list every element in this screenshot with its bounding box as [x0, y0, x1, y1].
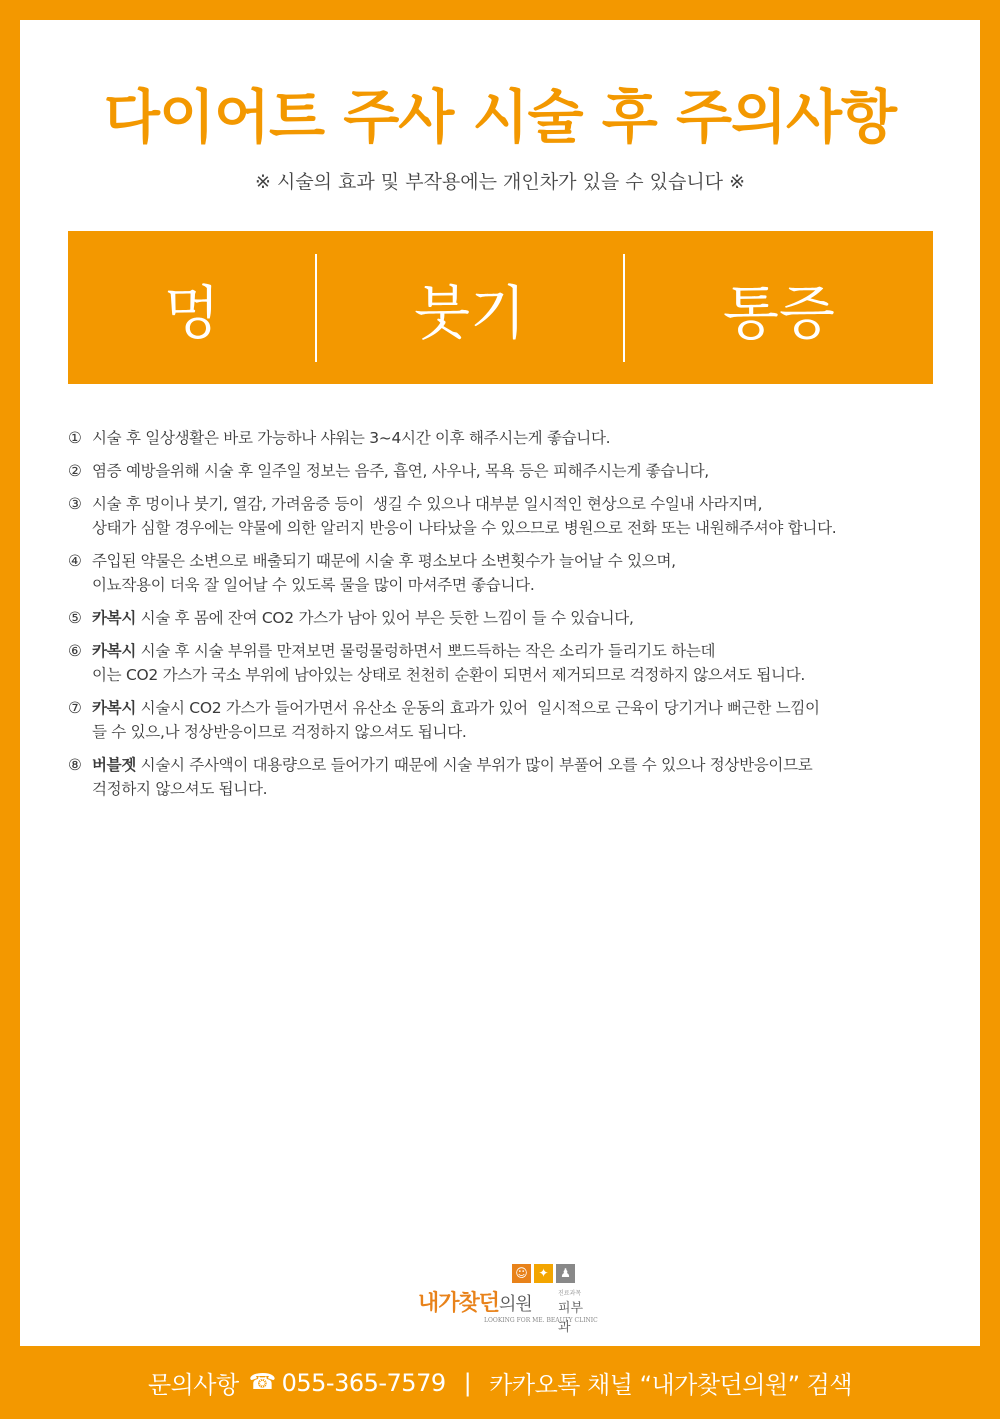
- clinic-logo: [418, 1264, 598, 1335]
- logo-department: 진료과목 피부과: [558, 1290, 584, 1335]
- item-number: ④: [68, 552, 82, 570]
- line-text: 이뇨작용이 더욱 잘 일어날 수 있도록 물을 많이 마셔주면 좋습니다.: [92, 576, 535, 594]
- kakao-channel-text: 카카오톡 채널 “내가찾던의원” 검색: [489, 1371, 853, 1399]
- treatment-name: 카복시: [92, 609, 137, 627]
- list-item: [68, 459, 948, 483]
- symptom-banner: [68, 231, 933, 384]
- line-text: 걱정하지 않으셔도 됩니다.: [92, 780, 268, 798]
- line-text: 시술 후 시술 부위를 만져보면 물렁물렁하면서 뽀드득하는 작은 소리가 들리기도 하는데: [136, 642, 716, 660]
- item-text: [92, 639, 948, 687]
- line-text: 상태가 심할 경우에는 약물에 의한 알러지 반응이 나타났을 수 있으므로 병원으로 전화 또는 내원해주셔야 합니다.: [92, 519, 837, 537]
- item-text: [92, 492, 948, 540]
- line-text: 들 수 있으,나 정상반응이므로 걱정하지 않으셔도 됩니다.: [92, 723, 467, 741]
- banner-item-swelling: 붓기: [414, 278, 527, 347]
- banner-item-pain: 통증: [722, 278, 835, 347]
- footer-divider: |: [463, 1368, 472, 1397]
- item-number: ⑥: [68, 642, 82, 660]
- item-number: ③: [68, 495, 82, 513]
- item-text: [92, 426, 948, 450]
- logo-mark: [512, 1264, 575, 1283]
- line-text: 시술시 주사액이 대용량으로 들어가기 때문에 시술 부위가 많이 부풀어 오를 수 있으나 정상반응이므로: [136, 756, 813, 774]
- page-title: 다이어트 주사 시술 후 주의사항: [103, 83, 897, 151]
- line-text: 시술 후 멍이나 붓기, 열감, 가려움증 등이 생길 수 있으나 대부분 일시적인 현상으로 수일내 사라지며,: [92, 495, 763, 513]
- list-item: [68, 426, 948, 450]
- line-text: 시술시 CO2 가스가 들어가면서 유산소 운동의 효과가 있어 일시적으로 근육이 당기거나 뻐근한 느낌이: [136, 699, 820, 717]
- item-line: [92, 573, 948, 597]
- item-number: ⑤: [68, 609, 82, 627]
- line-text: 염증 예방을위해 시술 후 일주일 정보는 음주, 흡연, 사우나, 목욕 등은 피해주시는게 좋습니다,: [92, 462, 709, 480]
- item-text: [92, 459, 948, 483]
- logo-figure-icon: ✦: [534, 1264, 553, 1283]
- item-line: [92, 663, 948, 687]
- list-item: [68, 492, 948, 540]
- list-item: [68, 753, 948, 801]
- item-text: [92, 606, 948, 630]
- item-line: [92, 549, 948, 573]
- item-number: ⑧: [68, 756, 82, 774]
- line-text: 시술 후 일상생활은 바로 가능하나 샤워는 3~4시간 이후 해주시는게 좋습니다.: [92, 429, 611, 447]
- item-number: ⑦: [68, 699, 82, 717]
- line-text: 이는 CO2 가스가 국소 부위에 남아있는 상태로 천천히 순환이 되면서 제거되므로 걱정하지 않으셔도 됩니다.: [92, 666, 806, 684]
- item-line: [92, 606, 948, 630]
- list-item: [68, 639, 948, 687]
- item-text: [92, 549, 948, 597]
- item-line: [92, 696, 948, 720]
- item-number: ①: [68, 429, 82, 447]
- treatment-name: 카복시: [92, 699, 137, 717]
- item-text: [92, 753, 948, 801]
- precaution-list: [68, 426, 948, 810]
- contact-footer: [0, 1346, 1000, 1419]
- item-line: [92, 492, 948, 516]
- list-item: [68, 606, 948, 630]
- line-text: 주입된 약물은 소변으로 배출되기 때문에 시술 후 평소보다 소변횟수가 늘어날 수 있으며,: [92, 552, 676, 570]
- inquiry-label: 문의사항: [147, 1371, 239, 1399]
- item-line: [92, 639, 948, 663]
- item-line: [92, 516, 948, 540]
- logo-name: 내가찾던의원: [418, 1291, 532, 1316]
- line-text: 시술 후 몸에 잔여 CO2 가스가 남아 있어 부은 듯한 느낌이 들 수 있습니다,: [136, 609, 634, 627]
- telephone-icon: ☎: [248, 1370, 276, 1395]
- item-line: [92, 777, 948, 801]
- item-text: [92, 696, 948, 744]
- logo-tagline: LOOKING FOR ME. BEAUTY CLINIC: [484, 1317, 598, 1324]
- list-item: [68, 696, 948, 744]
- logo-body-icon: ♟: [556, 1264, 575, 1283]
- disclaimer-text: ※ 시술의 효과 및 부작용에는 개인차가 있을 수 있습니다 ※: [255, 171, 745, 193]
- phone-number: 055-365-7579: [281, 1368, 446, 1397]
- list-item: [68, 549, 948, 597]
- item-number: ②: [68, 462, 82, 480]
- banner-item-bruise: 멍: [163, 278, 220, 347]
- treatment-name: 카복시: [92, 642, 137, 660]
- item-line: [92, 753, 948, 777]
- item-line: [92, 426, 948, 450]
- logo-face-icon: ☺: [512, 1264, 531, 1283]
- item-line: [92, 459, 948, 483]
- notice-sheet: [20, 20, 980, 1346]
- item-line: [92, 720, 948, 744]
- treatment-name: 버블젯: [92, 756, 137, 774]
